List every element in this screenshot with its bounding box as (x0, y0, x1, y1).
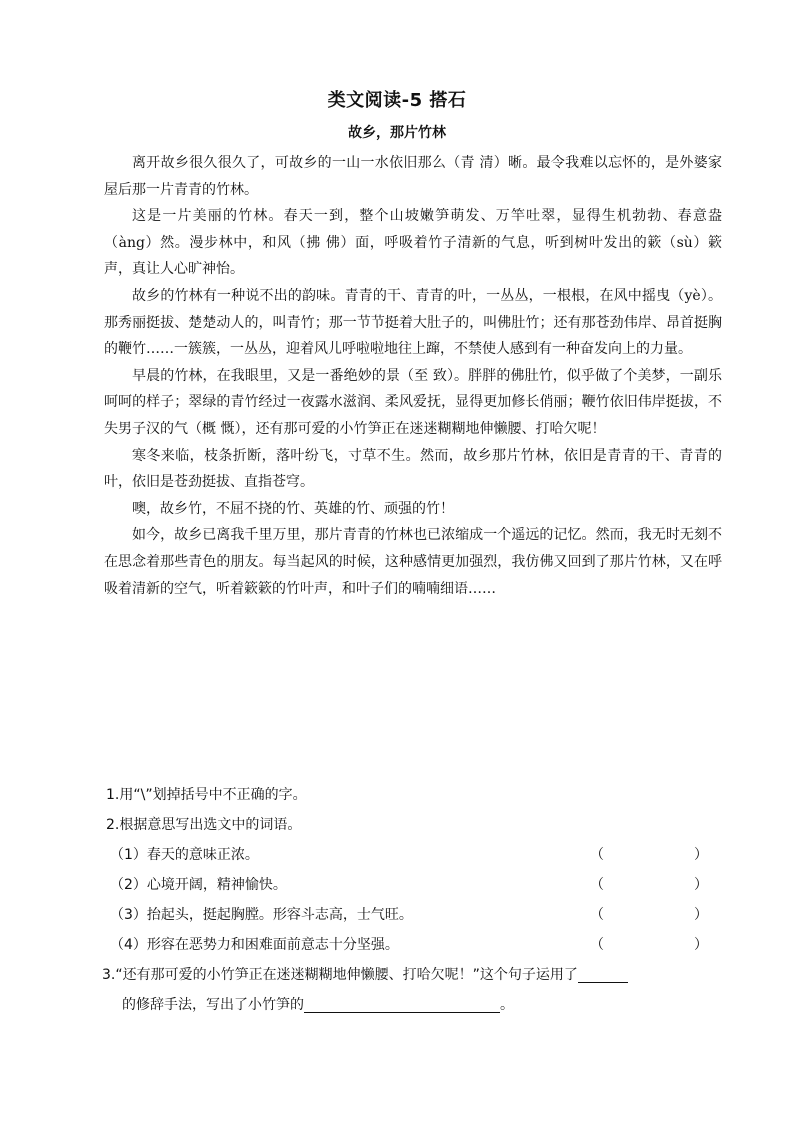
answer-parentheses[interactable]: （ ） (590, 847, 708, 863)
paragraph: 寒冬来临，枝条折断，落叶纷飞，寸草不生。然而，故乡那片竹林，依旧是青青的干、青青的叶，依旧是苍劲挺拔、直指苍穹。 (104, 447, 722, 491)
article-body (104, 150, 722, 602)
question-3-text-2: 的修辞手法，写出了小竹笋的 (122, 997, 304, 1013)
paragraph: 这是一片美丽的竹林。春天一到，整个山坡嫩笋萌发、万竿吐翠，显得生机勃勃、春意盎（àng）然。漫步林中，和风（拂 佛）面，呼吸着竹子清新的气息，听到树叶发出的簌（sù）簌声，真让人心旷神怡。 (104, 208, 722, 278)
question-2-item-1 (106, 840, 722, 870)
question-2-item-text: （1）春天的意味正浓。 (110, 847, 259, 863)
question-3-text: 3.“还有那可爱的小竹笋正在迷迷糊糊地伸懒腰、打哈欠呢！”这个句子运用了 (102, 967, 578, 983)
question-2-item-4 (106, 930, 722, 960)
answer-blank-description[interactable] (304, 994, 500, 1013)
page-title: 类文阅读-5 搭石 (327, 90, 467, 111)
answer-blank-rhetoric[interactable] (578, 964, 628, 983)
question-2-item-2 (106, 870, 722, 900)
questions-section (102, 780, 722, 1020)
question-2-item-text: （4）形容在恶势力和困难面前意志十分坚强。 (110, 937, 399, 953)
question-3 (102, 960, 722, 990)
paragraph: 故乡的竹林有一种说不出的韵味。青青的干、青青的叶，一丛丛，一根根，在风中摇曳（yè）。那秀丽挺拔、楚楚动人的，叫青竹；那一节节挺着大肚子的，叫佛肚竹；还有那苍劲伟岸、昂首挺胸的鞭竹……一簇簇，一丛丛，迎着风儿呼啦啦地往上蹿，不禁使人感到有一种奋发向上的力量。 (104, 287, 722, 358)
question-3-period: 。 (500, 997, 514, 1013)
paragraph: 如今，故乡已离我千里万里，那片青青的竹林也已浓缩成一个遥远的记忆。然而，我无时无刻不在思念着那些青色的朋友。每当起风的时候，这种感情更加强烈，我仿佛又回到了那片竹林，又在呼吸着清新的空气，听着簌簌的竹叶声，和叶子们的喃喃细语…… (104, 527, 722, 597)
paragraph: 噢，故乡竹，不屈不挠的竹、英雄的竹、顽强的竹！ (132, 500, 454, 517)
question-1: 1.用“\”划掉括号中不正确的字。 (106, 787, 307, 803)
answer-parentheses[interactable]: （ ） (590, 937, 708, 953)
question-2-item-text: （2）心境开阔，精神愉快。 (110, 877, 287, 893)
answer-parentheses[interactable]: （ ） (590, 907, 708, 923)
question-2: 2.根据意思写出选文中的词语。 (106, 817, 302, 833)
answer-parentheses[interactable]: （ ） (590, 877, 708, 893)
paragraph: 早晨的竹林，在我眼里，又是一番绝妙的景（至 致）。胖胖的佛肚竹，似乎做了个美梦，一副乐呵呵的样子；翠绿的青竹经过一夜露水滋润、柔风爱抚，显得更加修长俏丽；鞭竹依旧伟岸挺拔，不失男子汉的气（概 慨），还有那可爱的小竹笋正在迷迷糊糊地伸懒腰、打哈欠呢！ (104, 367, 722, 437)
article-title: 故乡，那片竹林 (348, 125, 446, 141)
question-3-continued (106, 990, 722, 1020)
question-2-item-3 (106, 900, 722, 930)
question-2-item-text: （3）抬起头，挺起胸膛。形容斗志高，士气旺。 (110, 907, 413, 923)
paragraph: 离开故乡很久很久了，可故乡的一山一水依旧那么（青 清）晰。最令我难以忘怀的，是外婆家屋后那一片青青的竹林。 (104, 155, 722, 198)
